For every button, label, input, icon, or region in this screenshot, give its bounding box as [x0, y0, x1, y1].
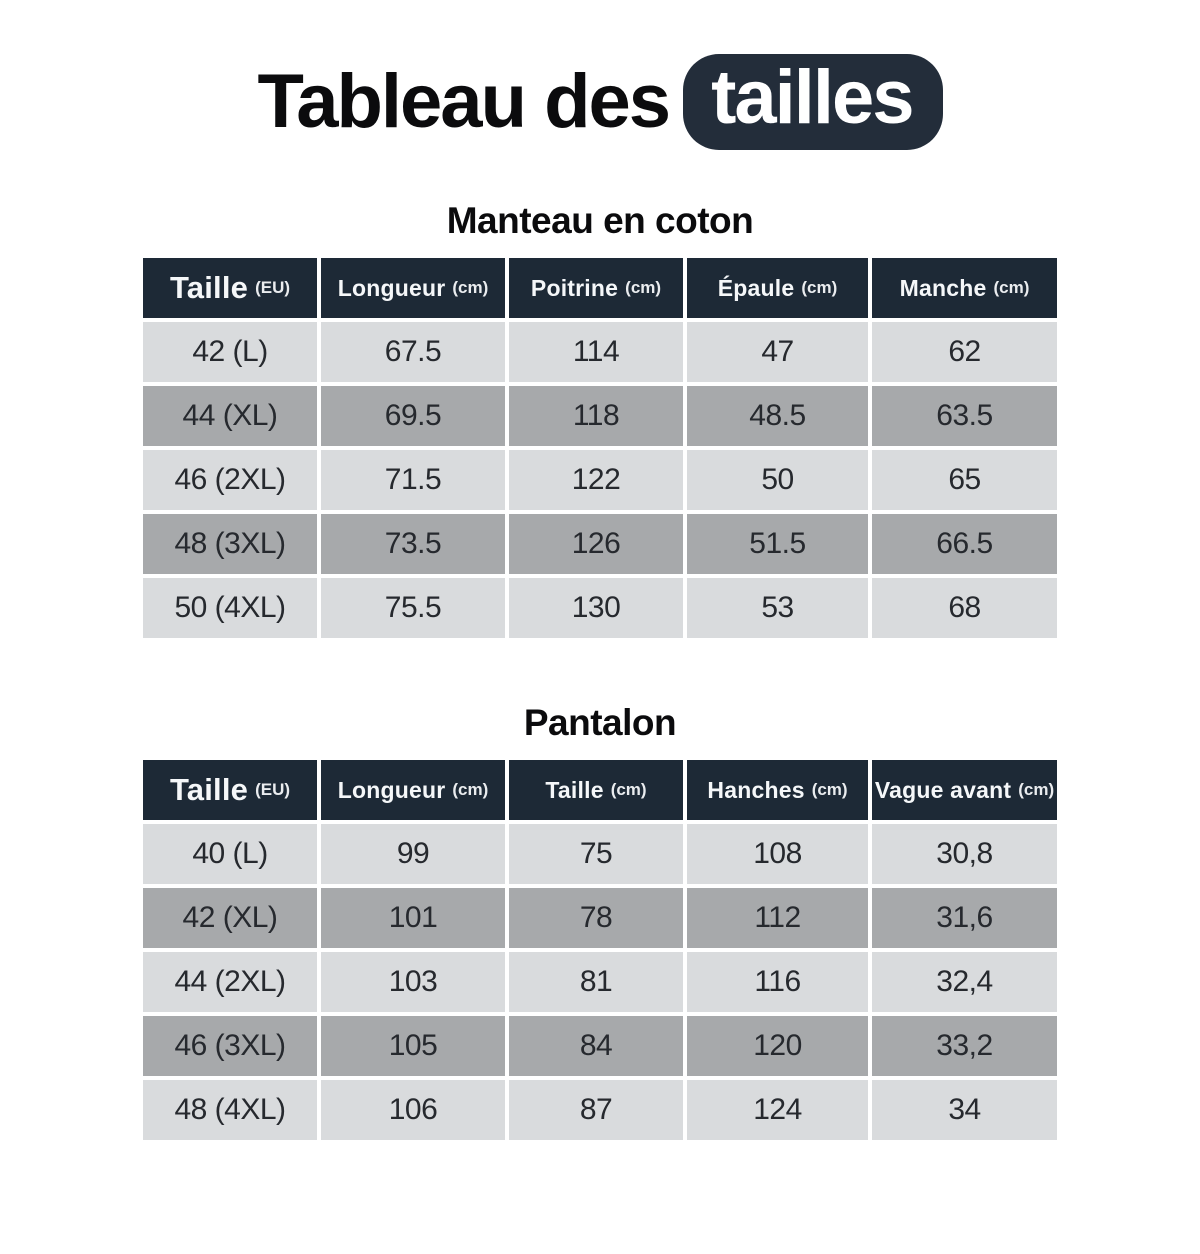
- table-row: [143, 1080, 1057, 1140]
- header-row: [143, 258, 1057, 318]
- header-label: Taille: [545, 776, 604, 803]
- value-cell: 106: [321, 1080, 505, 1140]
- table-row: [143, 888, 1057, 948]
- size-cell: 44 (XL): [143, 386, 317, 446]
- header-unit: (EU): [255, 780, 291, 799]
- header-cell-manche: [872, 258, 1057, 318]
- table-row: [143, 824, 1057, 884]
- size-cell: 44 (2XL): [143, 952, 317, 1012]
- value-cell: 105: [321, 1016, 505, 1076]
- value-cell: 81: [509, 952, 683, 1012]
- value-cell: 75: [509, 824, 683, 884]
- size-chart-page: [0, 54, 1200, 1254]
- value-cell: 30,8: [872, 824, 1057, 884]
- header-label: Poitrine: [530, 274, 619, 301]
- title-pill: tailles: [683, 54, 942, 150]
- value-cell: 99: [321, 824, 505, 884]
- header-unit: (cm): [452, 780, 489, 799]
- value-cell: 73.5: [321, 514, 505, 574]
- header-cell-longueur: [321, 760, 505, 820]
- header-label: Hanches: [707, 776, 805, 803]
- header-cell-taille: [143, 760, 317, 820]
- value-cell: 108: [687, 824, 868, 884]
- value-cell: 67.5: [321, 322, 505, 382]
- size-cell: 46 (3XL): [143, 1016, 317, 1076]
- header-label: Longueur: [337, 776, 446, 803]
- value-cell: 75.5: [321, 578, 505, 638]
- value-cell: 69.5: [321, 386, 505, 446]
- value-cell: 62: [872, 322, 1057, 382]
- header-label: Taille: [169, 270, 249, 305]
- size-cell: 40 (L): [143, 824, 317, 884]
- size-cell: 46 (2XL): [143, 450, 317, 510]
- size-cell: 50 (4XL): [143, 578, 317, 638]
- value-cell: 53: [687, 578, 868, 638]
- section-title-manteau: Manteau en coton: [446, 200, 754, 241]
- header-label: Longueur: [337, 274, 446, 301]
- header-unit: (EU): [255, 278, 291, 297]
- header-unit: (cm): [811, 780, 848, 799]
- value-cell: 118: [509, 386, 683, 446]
- header-unit: (cm): [625, 278, 662, 297]
- header-unit: (cm): [610, 780, 647, 799]
- value-cell: 120: [687, 1016, 868, 1076]
- value-cell: 34: [872, 1080, 1057, 1140]
- value-cell: 33,2: [872, 1016, 1057, 1076]
- header-cell-vague-avant: [872, 760, 1057, 820]
- value-cell: 47: [687, 322, 868, 382]
- header-unit: (cm): [452, 278, 489, 297]
- size-table-manteau: [143, 258, 1057, 638]
- table-row: [143, 1016, 1057, 1076]
- table-row: [143, 322, 1057, 382]
- page-title-text: Tableau des: [257, 59, 670, 144]
- value-cell: 126: [509, 514, 683, 574]
- size-cell: 42 (XL): [143, 888, 317, 948]
- value-cell: 103: [321, 952, 505, 1012]
- header-cell-longueur: [321, 258, 505, 318]
- size-cell: 42 (L): [143, 322, 317, 382]
- value-cell: 84: [509, 1016, 683, 1076]
- header-unit: (cm): [993, 278, 1030, 297]
- header-cell-taille-cm: [509, 760, 683, 820]
- header-label: Épaule: [717, 274, 795, 301]
- section-title-pantalon: Pantalon: [523, 702, 677, 743]
- value-cell: 130: [509, 578, 683, 638]
- value-cell: 122: [509, 450, 683, 510]
- value-cell: 31,6: [872, 888, 1057, 948]
- header-label: Taille: [169, 772, 249, 807]
- value-cell: 71.5: [321, 450, 505, 510]
- header-cell-hanches: [687, 760, 868, 820]
- value-cell: 48.5: [687, 386, 868, 446]
- header-unit: (cm): [1018, 780, 1055, 799]
- value-cell: 87: [509, 1080, 683, 1140]
- header-cell-taille: [143, 258, 317, 318]
- value-cell: 32,4: [872, 952, 1057, 1012]
- value-cell: 66.5: [872, 514, 1057, 574]
- value-cell: 101: [321, 888, 505, 948]
- size-cell: 48 (4XL): [143, 1080, 317, 1140]
- table-row: [143, 952, 1057, 1012]
- header-cell-epaule: [687, 258, 868, 318]
- table-row: [143, 514, 1057, 574]
- table-row: [143, 386, 1057, 446]
- value-cell: 51.5: [687, 514, 868, 574]
- value-cell: 50: [687, 450, 868, 510]
- value-cell: 124: [687, 1080, 868, 1140]
- size-cell: 48 (3XL): [143, 514, 317, 574]
- value-cell: 112: [687, 888, 868, 948]
- table-row: [143, 450, 1057, 510]
- value-cell: 116: [687, 952, 868, 1012]
- value-cell: 78: [509, 888, 683, 948]
- table-row: [143, 578, 1057, 638]
- header-label: Manche: [899, 274, 987, 301]
- page-title: [0, 54, 1200, 150]
- header-unit: (cm): [801, 278, 838, 297]
- header-cell-poitrine: [509, 258, 683, 318]
- value-cell: 68: [872, 578, 1057, 638]
- header-label: Vague avant: [874, 776, 1012, 803]
- value-cell: 63.5: [872, 386, 1057, 446]
- value-cell: 65: [872, 450, 1057, 510]
- size-table-pantalon: [143, 760, 1057, 1140]
- value-cell: 114: [509, 322, 683, 382]
- header-row: [143, 760, 1057, 820]
